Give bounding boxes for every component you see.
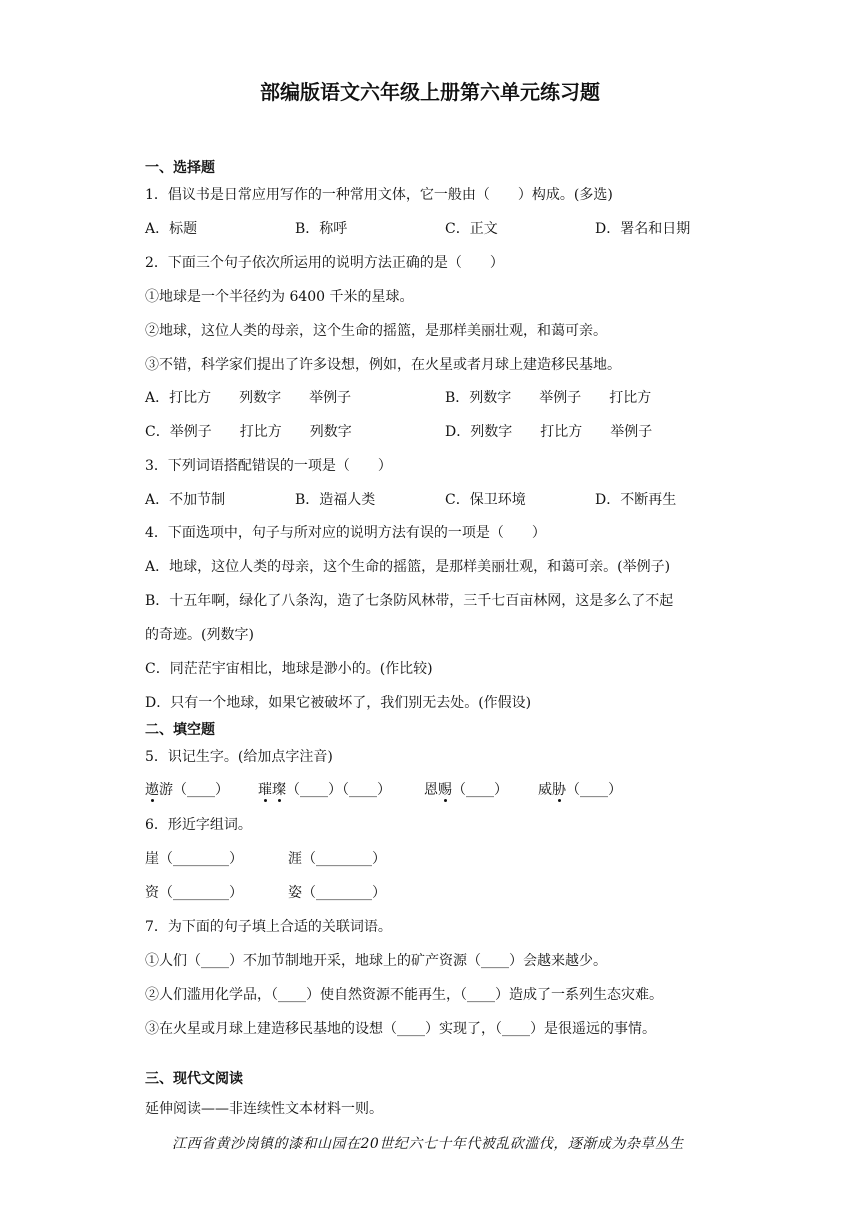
section-heading-fill: 二、填空题	[145, 722, 215, 738]
q5-word-2: 璀璨（____）（____）	[258, 782, 391, 798]
dotted-char: 赐	[438, 782, 452, 798]
q7-sentence-1: ①人们（____）不加节制地开采，地球上的矿产资源（____）会越来越少。	[145, 953, 607, 969]
section-heading-reading: 三、现代文阅读	[145, 1071, 243, 1087]
q1-option-d: D．署名和日期	[595, 221, 691, 237]
question-1-stem: 1．倡议书是日常应用写作的一种常用文体，它一般由（ ）构成。(多选)	[145, 187, 613, 203]
question-2-stem: 2．下面三个句子依次所运用的说明方法正确的是（ ）	[145, 255, 504, 271]
q4-option-c: C．同茫茫宇宙相比，地球是渺小的。(作比较)	[145, 661, 433, 677]
q6-item-2: 涯（________）	[288, 851, 386, 867]
q1-option-c: C．正文	[445, 221, 498, 237]
q7-sentence-3: ③在火星或月球上建造移民基地的设想（____）实现了，（____）是很遥远的事情。	[145, 1021, 656, 1037]
question-7-stem: 7．为下面的句子填上合适的关联词语。	[145, 919, 392, 935]
q3-option-c: C．保卫环境	[445, 492, 526, 508]
dotted-char: 胁	[552, 782, 566, 798]
q4-option-d: D．只有一个地球，如果它被破坏了，我们别无去处。(作假设)	[145, 695, 532, 711]
q3-option-b: B．造福人类	[295, 492, 376, 508]
q1-option-a: A．标题	[145, 221, 198, 237]
q2-sentence-3: ③不错，科学家们提出了许多设想，例如，在火星或者月球上建造移民基地。	[145, 357, 621, 373]
q2-option-d: D．列数字 打比方 举例子	[445, 424, 653, 440]
q7-sentence-2: ②人们滥用化学品，（____）使自然资源不能再生，（____）造成了一系列生态灾难。	[145, 987, 663, 1003]
q4-option-a: A．地球，这位人类的母亲，这个生命的摇篮，是那样美丽壮观，和蔼可亲。(举例子)	[145, 559, 671, 575]
q6-item-1: 崖（________）	[145, 851, 243, 867]
q6-item-4: 姿（________）	[288, 885, 386, 901]
q6-item-3: 资（________）	[145, 885, 243, 901]
dotted-char: 璨	[272, 782, 286, 798]
q1-option-b: B．称呼	[295, 221, 348, 237]
question-6-stem: 6．形近字组词。	[145, 817, 252, 833]
q5-word-4: 威胁（____）	[538, 782, 622, 798]
q5-word-1: 遨游（____）	[145, 782, 229, 798]
q2-option-c: C．举例子 打比方 列数字	[145, 424, 352, 440]
dotted-char: 遨	[145, 782, 159, 798]
q2-sentence-1: ①地球是一个半径约为 6400 千米的星球。	[145, 289, 414, 305]
q3-option-d: D．不断再生	[595, 492, 677, 508]
q2-option-a: A．打比方 列数字 举例子	[145, 390, 352, 406]
section-heading-choice: 一、选择题	[145, 160, 215, 176]
q2-sentence-2: ②地球，这位人类的母亲，这个生命的摇篮，是那样美丽壮观，和蔼可亲。	[145, 323, 607, 339]
dotted-char: 璀	[258, 782, 272, 798]
reading-passage: 江西省黄沙岗镇的漆和山园在20世纪六七十年代被乱砍滥伐，逐渐成为杂草丛生	[172, 1136, 684, 1152]
q4-option-b-line1: B．十五年啊，绿化了八条沟，造了七条防风林带，三千七百亩林网，这是多么了不起	[145, 593, 674, 609]
reading-intro: 延伸阅读——非连续性文本材料一则。	[145, 1101, 383, 1117]
q2-option-b: B．列数字 举例子 打比方	[445, 390, 652, 406]
q3-option-a: A．不加节制	[145, 492, 226, 508]
q4-option-b-line2: 的奇迹。(列数字)	[145, 627, 254, 643]
page-title: 部编版语文六年级上册第六单元练习题	[260, 80, 600, 104]
question-3-stem: 3．下列词语搭配错误的一项是（ ）	[145, 458, 392, 474]
question-4-stem: 4．下面选项中，句子与所对应的说明方法有误的一项是（ ）	[145, 525, 546, 541]
q5-word-3: 恩赐（____）	[424, 782, 508, 798]
question-5-stem: 5．识记生字。(给加点字注音)	[145, 749, 333, 765]
